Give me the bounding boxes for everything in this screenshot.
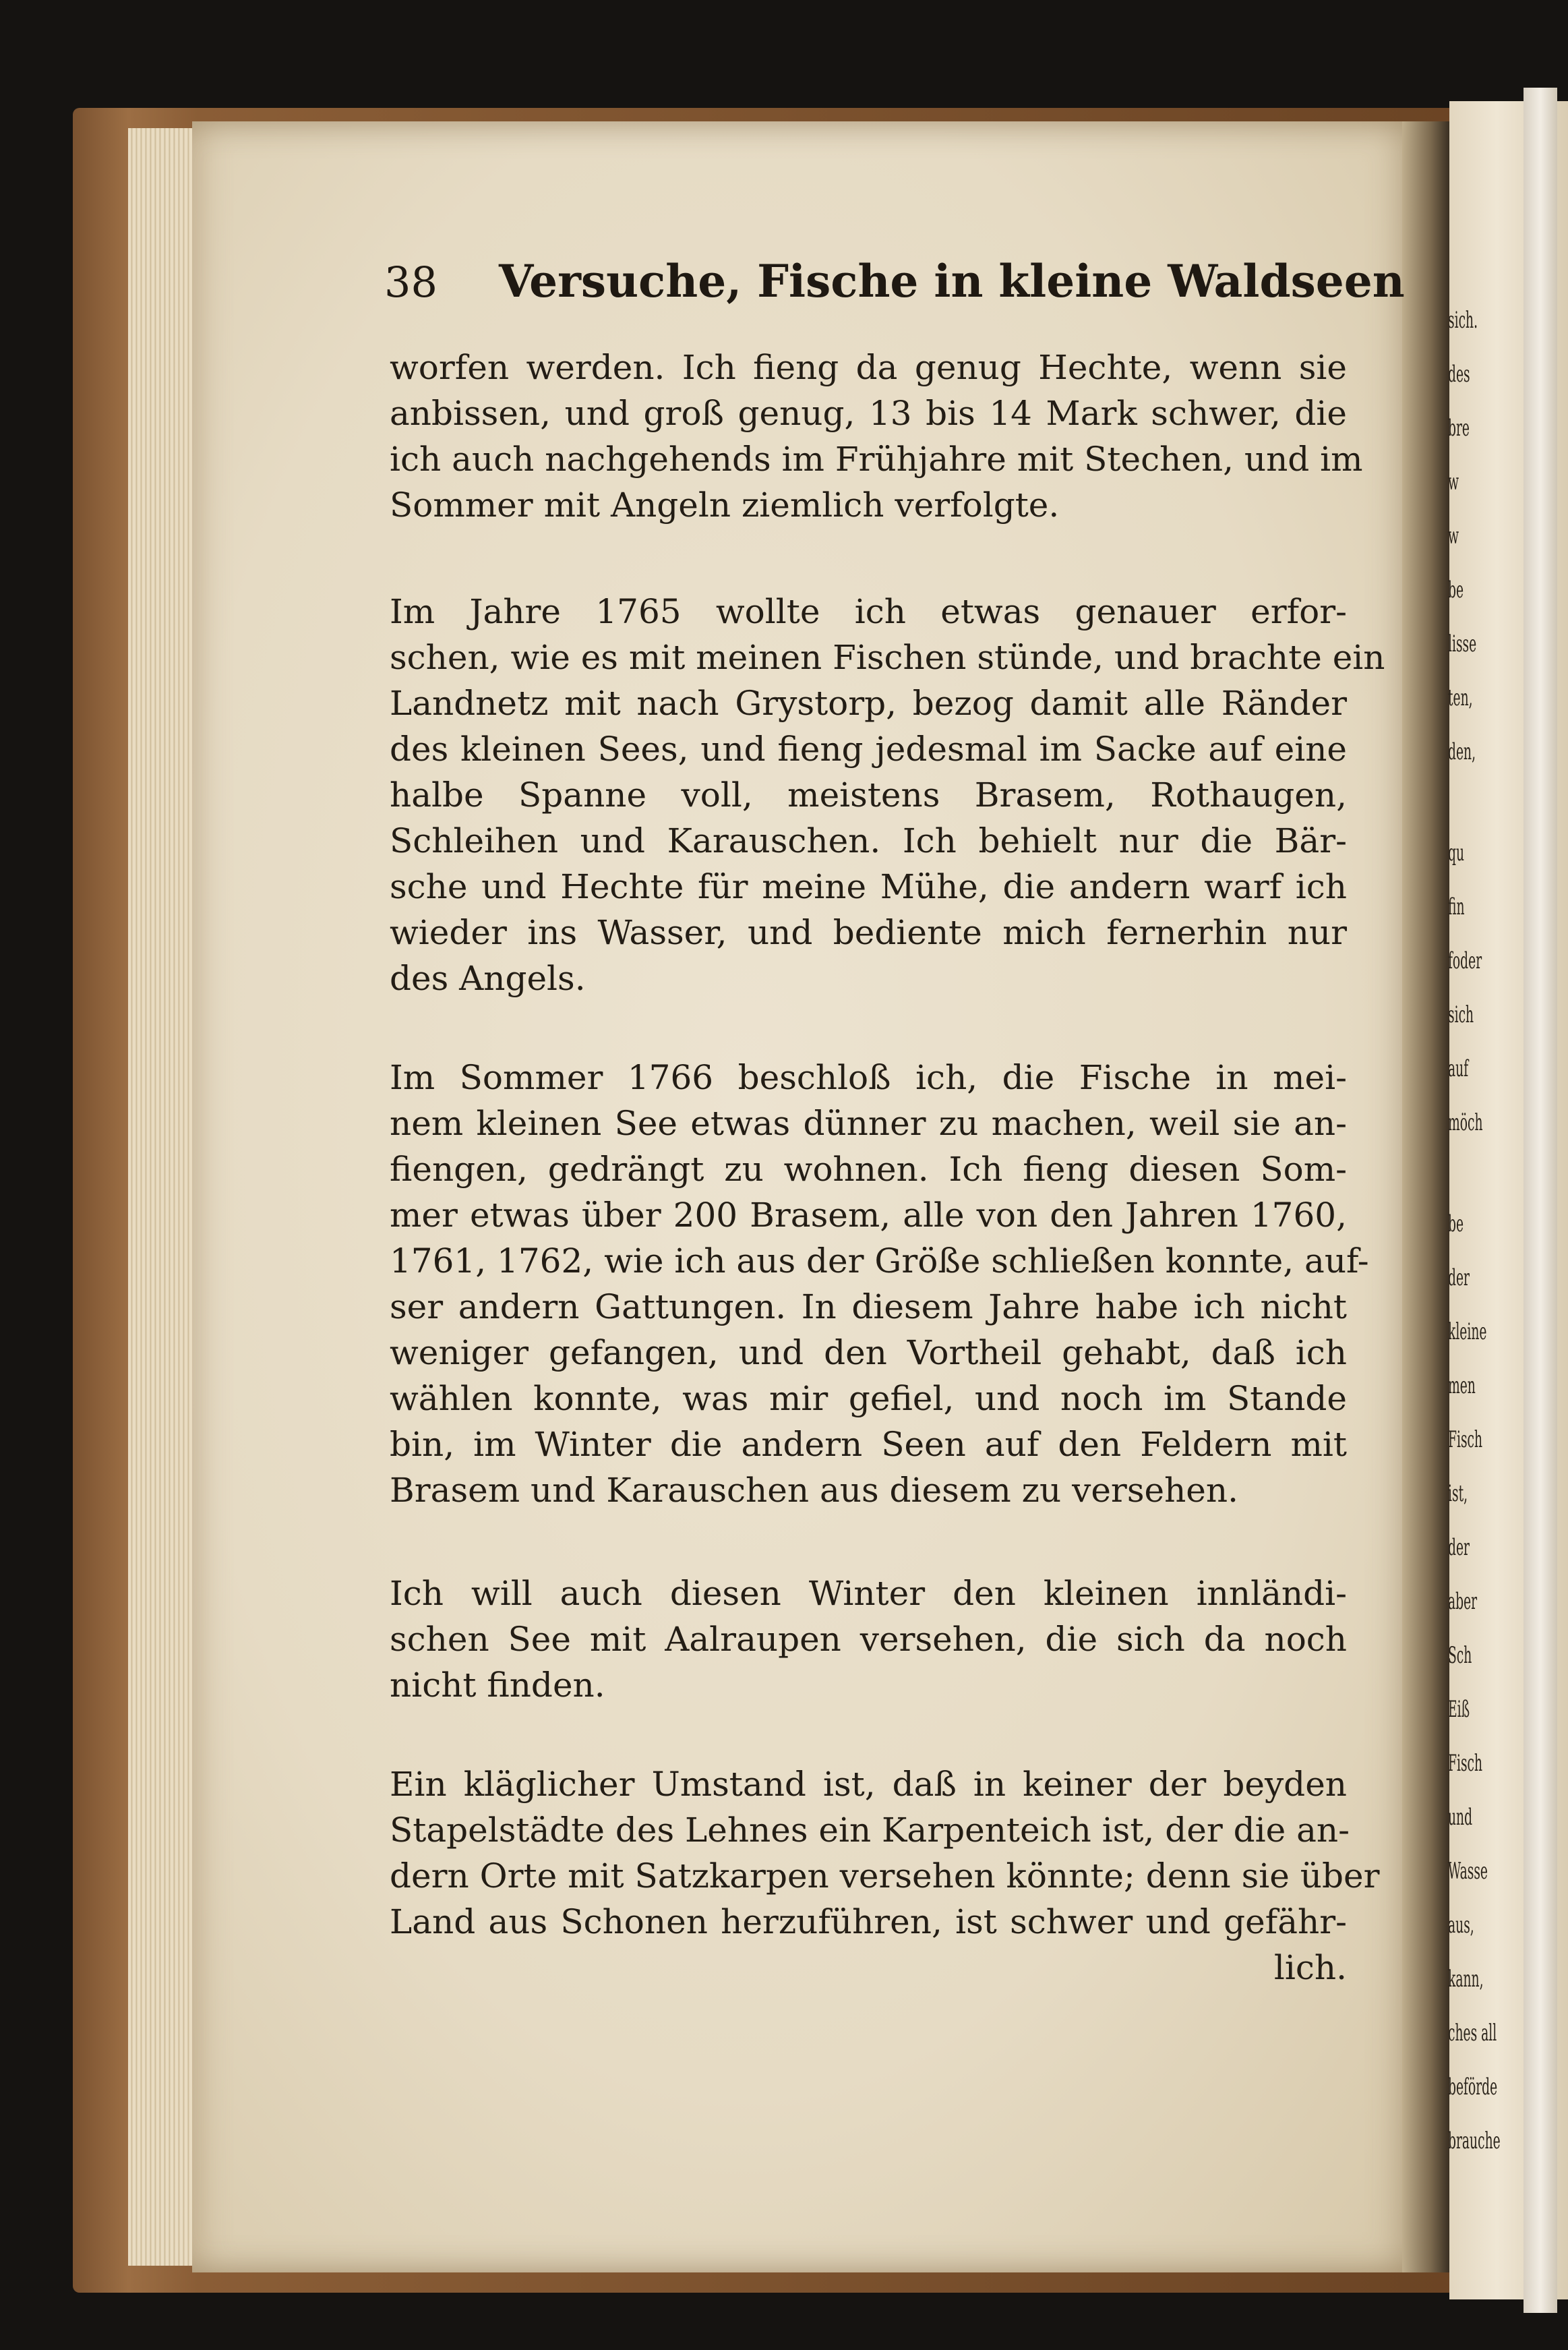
text-line: anbissen, und groß genug, 13 bis 14 Mark schwer, die	[390, 394, 1347, 433]
text-line: Stapelstädte des Lehnes ein Karpenteich ist, der die an-	[390, 1811, 1350, 1850]
facing-page-fragment: ist,	[1448, 1480, 1468, 1507]
facing-page-fragment: und	[1448, 1804, 1473, 1831]
facing-page-fragment: kleine	[1448, 1318, 1487, 1345]
text-line: Im Jahre 1765 wollte ich etwas genauer erfor-	[390, 592, 1347, 631]
text-line: Schleihen und Karauschen. Ich behielt nur die Bär-	[390, 821, 1347, 860]
facing-page-fragment: aus,	[1448, 1912, 1474, 1939]
text-line: Sommer mit Angeln ziemlich verfolgte.	[390, 486, 1060, 525]
text-line: Im Sommer 1766 beschloß ich, die Fische in mei-	[390, 1058, 1347, 1097]
text-line: Brasem und Karauschen aus diesem zu versehen.	[390, 1471, 1238, 1510]
facing-page-fragment: kann,	[1448, 1966, 1484, 1993]
facing-page-fragment: der	[1448, 1534, 1470, 1561]
facing-page-fragment: lisse	[1448, 630, 1477, 657]
text-line: sche und Hechte für meine Mühe, die andern warf ich	[390, 867, 1347, 906]
text-line: des Angels.	[390, 959, 586, 998]
text-line: wieder ins Wasser, und bediente mich fernerhin nur	[390, 913, 1347, 952]
facing-page-fragment: des	[1448, 361, 1470, 388]
text-line: schen See mit Aalraupen versehen, die sich da noch	[390, 1620, 1347, 1659]
text-line: halbe Spanne voll, meistens Brasem, Rothaugen,	[390, 775, 1347, 815]
text-line: schen, wie es mit meinen Fischen stünde, und brachte ein	[390, 638, 1385, 677]
text-line: worfen werden. Ich fieng da genug Hechte, wenn sie	[390, 348, 1347, 387]
page-number: 38	[384, 258, 438, 307]
facing-page-fragment: ches all	[1448, 2020, 1497, 2047]
text-line: ser andern Gattungen. In diesem Jahre habe ich nicht	[390, 1287, 1347, 1326]
text-line: des kleinen Sees, und fieng jedesmal im Sacke auf eine	[390, 730, 1347, 769]
text-line: mer etwas über 200 Brasem, alle von den Jahren 1760,	[390, 1196, 1347, 1235]
text-line: fiengen, gedrängt zu wohnen. Ich fieng diesen Som-	[390, 1150, 1347, 1189]
text-line: weniger gefangen, und den Vortheil gehabt, daß ich	[390, 1333, 1347, 1372]
facing-page-fragment: den,	[1448, 738, 1476, 765]
running-head: Versuche, Fische in kleine Waldseen	[499, 255, 1405, 307]
facing-page-fragment: qu	[1448, 840, 1465, 866]
text-line: wählen konnte, was mir gefiel, und noch im Stande	[390, 1379, 1347, 1418]
text-line: ich auch nachgehends im Frühjahre mit Stechen, und im	[390, 440, 1363, 479]
book-gutter	[1402, 121, 1449, 2272]
facing-page-fragment: w	[1448, 523, 1459, 550]
facing-page-edge	[1524, 88, 1557, 2313]
facing-page-fragment: ten,	[1448, 684, 1473, 711]
facing-page-fragment: brauche	[1448, 2127, 1501, 2154]
facing-page-fragment: Sch	[1448, 1642, 1472, 1669]
facing-page-fragment: be	[1448, 1210, 1464, 1237]
facing-page-fragment: fin	[1448, 893, 1465, 920]
facing-page-fragment: be	[1448, 577, 1464, 604]
text-line: dern Orte mit Satzkarpen versehen könnte; denn sie über	[390, 1856, 1380, 1896]
text-line: nicht finden.	[390, 1666, 605, 1705]
facing-page-fragment: sich	[1448, 1001, 1474, 1028]
text-line: Landnetz mit nach Grystorp, bezog damit alle Ränder	[390, 684, 1347, 723]
facing-page-fragment: aber	[1448, 1588, 1478, 1615]
text-line: Land aus Schonen herzuführen, ist schwer und gefähr-	[390, 1902, 1347, 1941]
facing-page-fragment: foder	[1448, 947, 1482, 974]
facing-page-fragment: Eiß	[1448, 1696, 1470, 1723]
text-line: nem kleinen See etwas dünner zu machen, weil sie an-	[390, 1104, 1347, 1143]
page-edges	[128, 128, 202, 2266]
text-line: 1761, 1762, wie ich aus der Größe schließen konnte, auf-	[390, 1241, 1369, 1281]
facing-page-fragment: beförde	[1448, 2074, 1498, 2101]
facing-page-fragment: men	[1448, 1372, 1476, 1399]
text-line: Ich will auch diesen Winter den kleinen innländi-	[390, 1574, 1347, 1613]
facing-page-fragment: möch	[1448, 1109, 1483, 1136]
facing-page-fragment: Wasse	[1448, 1858, 1488, 1885]
facing-page-fragment: Fisch	[1448, 1426, 1483, 1453]
facing-page-fragment: auf	[1448, 1055, 1469, 1082]
facing-page-fragment: bre	[1448, 415, 1470, 442]
facing-page-fragment: der	[1448, 1264, 1470, 1291]
facing-page-fragment: w	[1448, 469, 1459, 496]
facing-page-fragment: sich.	[1448, 307, 1478, 334]
text-line: lich.	[1273, 1948, 1347, 1987]
text-line: bin, im Winter die andern Seen auf den Feldern mit	[390, 1425, 1347, 1464]
facing-page-fragment: Fisch	[1448, 1750, 1483, 1777]
text-line: Ein kläglicher Umstand ist, daß in keiner der beyden	[390, 1765, 1347, 1804]
